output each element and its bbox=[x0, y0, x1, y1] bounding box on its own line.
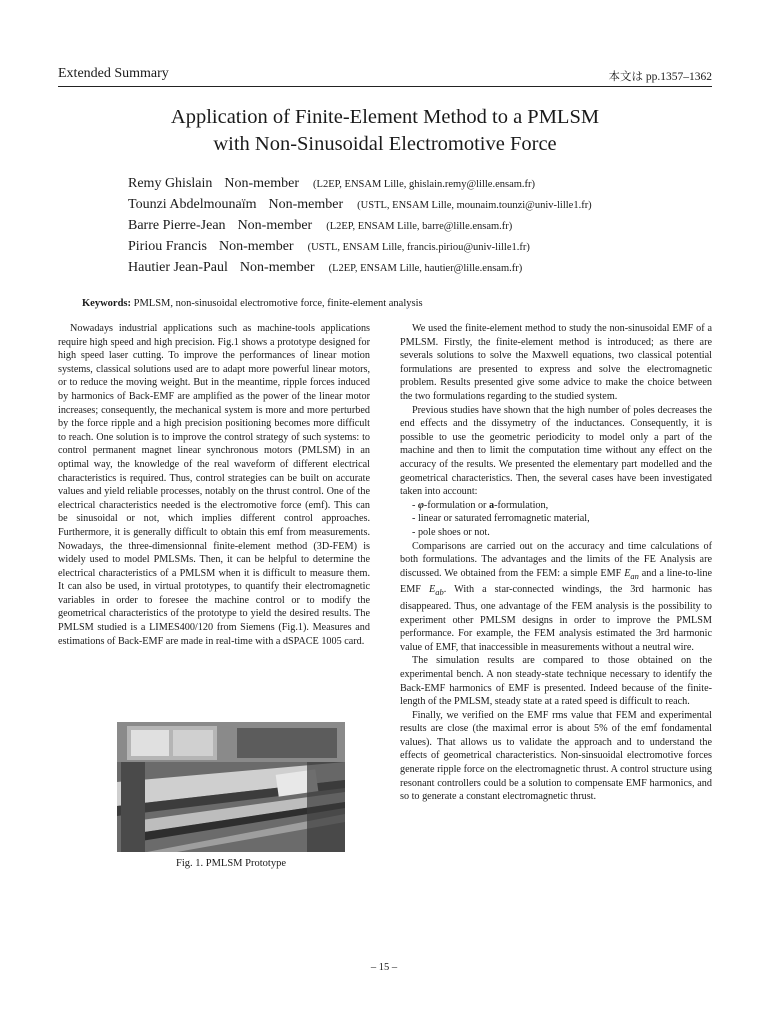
paragraph-text: Comparisons are carried out on the accuracy and time calculations of both formulations. The advantages and the limits of the FE Analysis are discussed. We obtained from the FEM: a simple EMF bbox=[400, 540, 712, 579]
prototype-photo bbox=[117, 722, 345, 852]
author-name: Remy Ghislain bbox=[128, 176, 213, 191]
author-entry bbox=[128, 256, 728, 277]
author-affiliation: (USTL, ENSAM Lille, mounaim.tounzi@univ-lille1.fr) bbox=[357, 200, 592, 211]
phi-symbol: φ bbox=[417, 499, 424, 511]
list-item: - linear or saturated ferromagnetic material, bbox=[412, 513, 590, 525]
figure-caption: Fig. 1. PMLSM Prototype bbox=[176, 858, 286, 869]
emf-symbol: E bbox=[624, 567, 631, 579]
title-line-1: Application of Finite-Element Method to a PMLSM bbox=[170, 106, 600, 128]
list-item: - pole shoes or not. bbox=[412, 526, 490, 538]
left-column bbox=[58, 322, 370, 648]
body-paragraph: Nowadays industrial applications such as machine-tools applications require high speed and high precision. Fig.1 shows a prototype designed for high speed laser cutting. To improve the performances of linear motion systems, classical solutions used are to adapt more powerful linear motors, or to reduce the moving weight. But in the meantime, ripple forces induced by harmonics of Back-EMF are amplified as the power of the linear motor increases; consequently, the mechanical system is more and more perturbed by the force ripple and a high precision positioning becomes more difficult to reach. One solution is to improve the control strategy of such systems: to control permanent magnet linear synchronous motors (PMLSM) in an optimal way, the knowledge of the real waveform of different electrical characteristics is required. Thus, control strategies can be built on accurate values and yield reliable processes, notably on the thrust control. One of the electrical characteristics needed is the electromotive force (emf). This can be sinusoidal or not, which implies different control approaches. Furthermore, it is generally difficult to obtain this emf from measurements. Nowadays, the three-dimensionnal finite-element method (3D-FEM) is widely used to model PMLSMs. Then, it can be helpful to determine the electrical characteristics of a PMLSM when it is difficult to measure them. It can also be used, in virtual prototypes, to quantify their electromagnetic variables in order to foresee the machine control or to modify the geometrical characteristics of the prototype to yield the desired results. The PMLSM studied is a LIMES400/120 from Siemens (Fig.1). Measures and estimations of Back-EMF are made in real-time with a dSPACE 1005 card. bbox=[58, 323, 370, 647]
header-section-label: Extended Summary bbox=[58, 66, 169, 81]
a-symbol: a bbox=[489, 499, 495, 511]
case-list bbox=[400, 499, 712, 540]
author-affiliation: (L2EP, ENSAM Lille, hautier@lille.ensam.fr) bbox=[328, 263, 523, 274]
paragraph-text: . With a star-connected windings, the 3rd harmonic has disappeared. Thus, one advantage of the FEM analysis is the possibility to experiment other PMLSM designs in order to improve the PMLSM performance. For example, the FEM analysis estimated the 3rd harmonic value of EMF, that inaccessible in measurements without a neutral wire. bbox=[400, 584, 712, 653]
running-header bbox=[58, 64, 712, 87]
body-paragraph: We used the finite-element method to study the non-sinusoidal EMF of a PMLSM. Firstly, the finite-element method is introduced; as there are severals solutions to solve the Maxwell equations, two classical potential formulations are presented to express and solve the electromagnetic problem. Results presented give some advice to make the choice between the two formulations regarding to the studied system. bbox=[400, 323, 712, 402]
membership-type: Non-member bbox=[268, 197, 344, 212]
membership-type: Non-member bbox=[239, 260, 315, 275]
body-paragraph bbox=[400, 540, 712, 655]
membership-type: Non-member bbox=[218, 239, 294, 254]
author-list bbox=[128, 172, 728, 277]
membership-type: Non-member bbox=[237, 218, 313, 233]
body-paragraph: Previous studies have shown that the high number of poles decreases the end effects and the dissymetry of the inductances. Consequently, it is possible to use the geometric periodicity to model only a part of the machine and then to limit the computation time without any effect on the accuracy of the results. We presented the elementary part modelled and the geometrical characteristics. Then, the several cases have been investigated taken into account: bbox=[400, 404, 712, 498]
author-name: Barre Pierre-Jean bbox=[128, 218, 226, 233]
emf-subscript: an bbox=[630, 570, 639, 581]
author-affiliation: (L2EP, ENSAM Lille, barre@lille.ensam.fr) bbox=[326, 221, 513, 232]
author-affiliation: (USTL, ENSAM Lille, francis.piriou@univ-lille1.fr) bbox=[307, 242, 530, 253]
author-entry bbox=[128, 235, 728, 256]
author-entry bbox=[128, 172, 728, 193]
list-item bbox=[412, 499, 712, 513]
title-line-2: with Non-Sinusoidal Electromotive Force bbox=[213, 133, 557, 155]
list-text: -formulation, bbox=[494, 499, 549, 511]
emf-symbol: E bbox=[428, 584, 436, 596]
paragraph-text: and a line-to-line EMF bbox=[400, 567, 712, 596]
author-name: Tounzi Abdelmounaïm bbox=[128, 197, 257, 212]
membership-type: Non-member bbox=[224, 176, 300, 191]
emf-subscript: ab bbox=[435, 587, 444, 598]
list-text: -formulation or bbox=[423, 499, 489, 511]
keywords-line bbox=[82, 298, 712, 309]
page-number: – 15 – bbox=[370, 962, 398, 973]
body-paragraph: Finally, we verified on the EMF rms value that FEM and experimental results are close (the maximal error is about 5% of the emf fondamental values). That allows us to validate the approach and to understand the effects of geometrical characteristics. Non-sinsuoidal electromotive forces generate ripple force on the electromagnetic thrust. A control structure using resonant controllers could be a solution to compensate EMF harmonics, and so to generate a constant electromagnetic thrust. bbox=[400, 709, 712, 803]
author-entry bbox=[128, 193, 728, 214]
paper-title bbox=[58, 104, 712, 158]
author-name: Hautier Jean-Paul bbox=[128, 260, 228, 275]
author-affiliation: (L2EP, ENSAM Lille, ghislain.remy@lille.ensam.fr) bbox=[313, 179, 536, 190]
author-entry bbox=[128, 214, 728, 235]
body-paragraph: The simulation results are compared to those obtained on the experimental bench. A non steady-state technique necessary to identify the Back-EMF harmonics of EMF is presented. Indeed because of the finite-length of the PMLSM, steady state at a rated speed is difficult to reach. bbox=[400, 655, 712, 708]
right-column bbox=[400, 322, 712, 804]
author-name: Piriou Francis bbox=[128, 239, 207, 254]
prototype-photo-illustration bbox=[117, 722, 345, 852]
list-dash: - bbox=[412, 499, 418, 511]
keywords-text: PMLSM, non-sinusoidal electromotive force, finite-element analysis bbox=[133, 298, 423, 309]
keywords-label: Keywords: bbox=[82, 298, 131, 309]
header-page-reference: 本文は pp.1357–1362 bbox=[608, 71, 712, 83]
